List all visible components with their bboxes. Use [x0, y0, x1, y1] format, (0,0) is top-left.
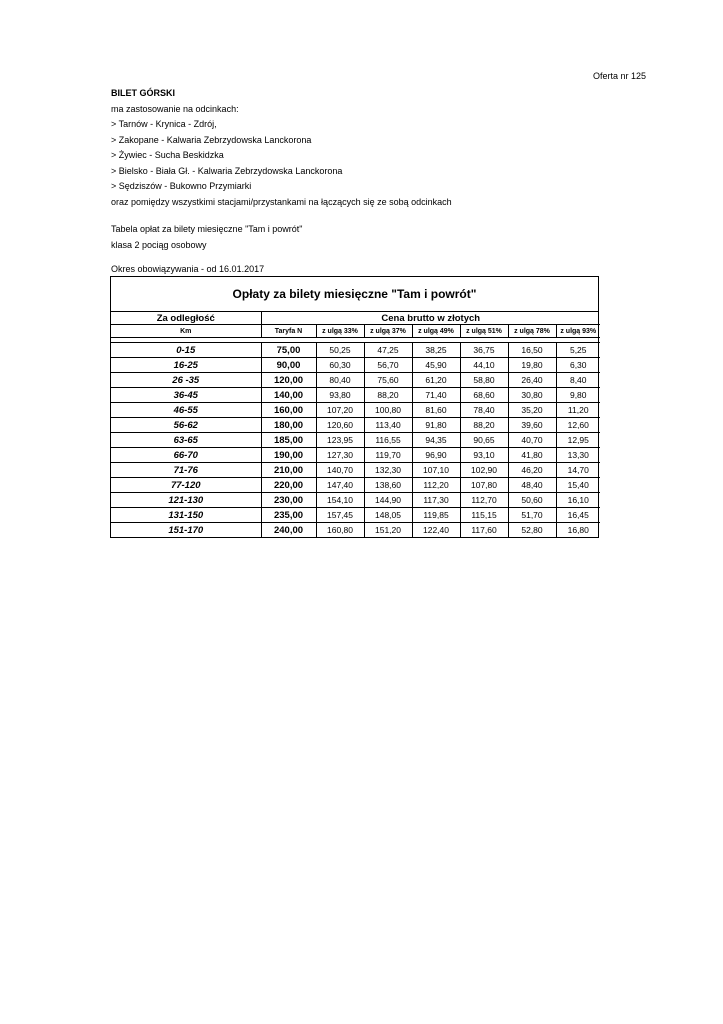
discount-price-cell: 144,90 — [364, 493, 412, 508]
distance-cell: 26 -35 — [111, 373, 261, 388]
discount-price-cell: 117,60 — [460, 523, 508, 538]
distance-cell: 66-70 — [111, 448, 261, 463]
section-item: > Żywiec - Sucha Beskidzka — [111, 150, 224, 160]
discount-price-cell: 11,20 — [556, 403, 600, 418]
discount-price-cell: 119,85 — [412, 508, 460, 523]
discount-price-cell: 113,40 — [364, 418, 412, 433]
discount-price-cell: 46,20 — [508, 463, 556, 478]
table-row — [111, 373, 600, 388]
discount-price-cell: 80,40 — [316, 373, 364, 388]
ticket-title: BILET GÓRSKI — [111, 88, 176, 98]
table-row — [111, 478, 600, 493]
applies-text: ma zastosowanie na odcinkach: — [111, 103, 239, 114]
table-title: Opłaty za bilety miesięczne "Tam i powrót" — [111, 277, 598, 312]
intro-block — [111, 86, 452, 278]
discount-price-cell: 88,20 — [460, 418, 508, 433]
section-item: > Zakopane - Kalwaria Zebrzydowska Lanckorona — [111, 134, 312, 145]
discount-price-cell: 52,80 — [508, 523, 556, 538]
discount-price-cell: 19,80 — [508, 358, 556, 373]
discount-price-cell: 148,05 — [364, 508, 412, 523]
section-item: > Sędziszów - Bukowno Przymiarki — [111, 181, 252, 191]
discount-price-cell: 41,80 — [508, 448, 556, 463]
discount-price-cell: 116,55 — [364, 433, 412, 448]
discount-price-cell: 160,80 — [316, 523, 364, 538]
discount-price-cell: 14,70 — [556, 463, 600, 478]
discount-price-cell: 6,30 — [556, 358, 600, 373]
discount-price-cell: 61,20 — [412, 373, 460, 388]
table-row — [111, 508, 600, 523]
discount-price-cell: 51,70 — [508, 508, 556, 523]
discount-price-cell: 30,80 — [508, 388, 556, 403]
distance-cell: 56-62 — [111, 418, 261, 433]
discount-price-cell: 16,10 — [556, 493, 600, 508]
discount-price-cell: 157,45 — [316, 508, 364, 523]
discount-price-cell: 35,20 — [508, 403, 556, 418]
discount-price-cell: 90,65 — [460, 433, 508, 448]
discount-price-cell: 5,25 — [556, 343, 600, 358]
discount-price-cell: 75,60 — [364, 373, 412, 388]
discount-price-cell: 93,80 — [316, 388, 364, 403]
discount-price-cell: 39,60 — [508, 418, 556, 433]
base-price-cell: 230,00 — [261, 493, 316, 508]
discount-price-cell: 9,80 — [556, 388, 600, 403]
discount-price-cell: 96,90 — [412, 448, 460, 463]
base-price-cell: 160,00 — [261, 403, 316, 418]
table-row — [111, 358, 600, 373]
discount-price-cell: 71,40 — [412, 388, 460, 403]
class-description: klasa 2 pociąg osobowy — [111, 239, 207, 250]
discount-price-cell: 100,80 — [364, 403, 412, 418]
discount-price-cell: 107,20 — [316, 403, 364, 418]
distance-cell: 77-120 — [111, 478, 261, 493]
discount-price-cell: 132,30 — [364, 463, 412, 478]
discount-price-cell: 107,10 — [412, 463, 460, 478]
discount-price-cell: 26,40 — [508, 373, 556, 388]
distance-cell: 151-170 — [111, 523, 261, 538]
discount-price-cell: 50,60 — [508, 493, 556, 508]
distance-cell: 16-25 — [111, 358, 261, 373]
discount-price-cell: 147,40 — [316, 478, 364, 493]
table-row — [111, 403, 600, 418]
discount-price-cell: 112,20 — [412, 478, 460, 493]
discount-price-cell: 16,50 — [508, 343, 556, 358]
discount-price-cell: 15,40 — [556, 478, 600, 493]
discount-price-cell: 16,80 — [556, 523, 600, 538]
header-km: Km — [111, 325, 261, 338]
offer-number: Oferta nr 125 — [592, 71, 646, 81]
discount-price-cell: 38,25 — [412, 343, 460, 358]
discount-price-cell: 117,30 — [412, 493, 460, 508]
discount-price-cell: 16,45 — [556, 508, 600, 523]
column-header: z ulgą 78% — [508, 325, 556, 338]
distance-cell: 63-65 — [111, 433, 261, 448]
discount-price-cell: 56,70 — [364, 358, 412, 373]
discount-price-cell: 50,25 — [316, 343, 364, 358]
discount-price-cell: 91,80 — [412, 418, 460, 433]
distance-cell: 46-55 — [111, 403, 261, 418]
table-body — [111, 343, 600, 538]
discount-price-cell: 36,75 — [460, 343, 508, 358]
table-row — [111, 523, 600, 538]
table-row — [111, 463, 600, 478]
discount-price-cell: 140,70 — [316, 463, 364, 478]
header-price: Cena brutto w złotych — [261, 312, 600, 325]
base-price-cell: 140,00 — [261, 388, 316, 403]
section-item: > Bielsko - Biała Gł. - Kalwaria Zebrzydowska Lanckorona — [111, 165, 343, 176]
section-item: > Tarnów - Krynica - Zdrój, — [111, 119, 217, 129]
discount-price-cell: 13,30 — [556, 448, 600, 463]
discount-price-cell: 8,40 — [556, 373, 600, 388]
discount-price-cell: 138,60 — [364, 478, 412, 493]
column-header: z ulgą 49% — [412, 325, 460, 338]
discount-price-cell: 127,30 — [316, 448, 364, 463]
table-row — [111, 388, 600, 403]
distance-cell: 131-150 — [111, 508, 261, 523]
column-header: z ulgą 37% — [364, 325, 412, 338]
distance-cell: 0-15 — [111, 343, 261, 358]
column-header: z ulgą 51% — [460, 325, 508, 338]
discount-price-cell: 44,10 — [460, 358, 508, 373]
table-row — [111, 418, 600, 433]
discount-price-cell: 115,15 — [460, 508, 508, 523]
base-price-cell: 190,00 — [261, 448, 316, 463]
column-header: z ulgą 33% — [316, 325, 364, 338]
base-price-cell: 220,00 — [261, 478, 316, 493]
discount-price-cell: 123,95 — [316, 433, 364, 448]
column-header: Taryfa N — [261, 325, 316, 338]
discount-price-cell: 120,60 — [316, 418, 364, 433]
base-price-cell: 185,00 — [261, 433, 316, 448]
discount-price-cell: 68,60 — [460, 388, 508, 403]
discount-price-cell: 58,80 — [460, 373, 508, 388]
table-row — [111, 343, 600, 358]
discount-price-cell: 93,10 — [460, 448, 508, 463]
distance-cell: 36-45 — [111, 388, 261, 403]
distance-cell: 121-130 — [111, 493, 261, 508]
table-description: Tabela opłat za bilety miesięczne "Tam i powrót" — [111, 224, 303, 234]
discount-price-cell: 45,90 — [412, 358, 460, 373]
discount-price-cell: 151,20 — [364, 523, 412, 538]
discount-price-cell: 102,90 — [460, 463, 508, 478]
discount-price-cell: 119,70 — [364, 448, 412, 463]
column-header: z ulgą 93% — [556, 325, 600, 338]
discount-price-cell: 112,70 — [460, 493, 508, 508]
base-price-cell: 90,00 — [261, 358, 316, 373]
table-row — [111, 433, 600, 448]
discount-price-cell: 88,20 — [364, 388, 412, 403]
discount-price-cell: 12,60 — [556, 418, 600, 433]
base-price-cell: 75,00 — [261, 343, 316, 358]
discount-price-cell: 48,40 — [508, 478, 556, 493]
validity-text: Okres obowiązywania - od 16.01.2017 — [111, 264, 265, 274]
fare-table — [110, 276, 599, 538]
discount-price-cell: 12,95 — [556, 433, 600, 448]
header-distance: Za odległość — [111, 312, 261, 325]
base-price-cell: 210,00 — [261, 463, 316, 478]
base-price-cell: 180,00 — [261, 418, 316, 433]
table-row — [111, 448, 600, 463]
discount-price-cell: 47,25 — [364, 343, 412, 358]
table-row — [111, 493, 600, 508]
discount-price-cell: 122,40 — [412, 523, 460, 538]
discount-price-cell: 78,40 — [460, 403, 508, 418]
discount-price-cell: 94,35 — [412, 433, 460, 448]
base-price-cell: 120,00 — [261, 373, 316, 388]
discount-price-cell: 154,10 — [316, 493, 364, 508]
discount-price-cell: 81,60 — [412, 403, 460, 418]
discount-price-cell: 40,70 — [508, 433, 556, 448]
discount-price-cell: 107,80 — [460, 478, 508, 493]
discount-price-cell: 60,30 — [316, 358, 364, 373]
between-text: oraz pomiędzy wszystkimi stacjami/przystankami na łączących się ze sobą odcinkach — [111, 196, 452, 207]
distance-cell: 71-76 — [111, 463, 261, 478]
base-price-cell: 240,00 — [261, 523, 316, 538]
base-price-cell: 235,00 — [261, 508, 316, 523]
